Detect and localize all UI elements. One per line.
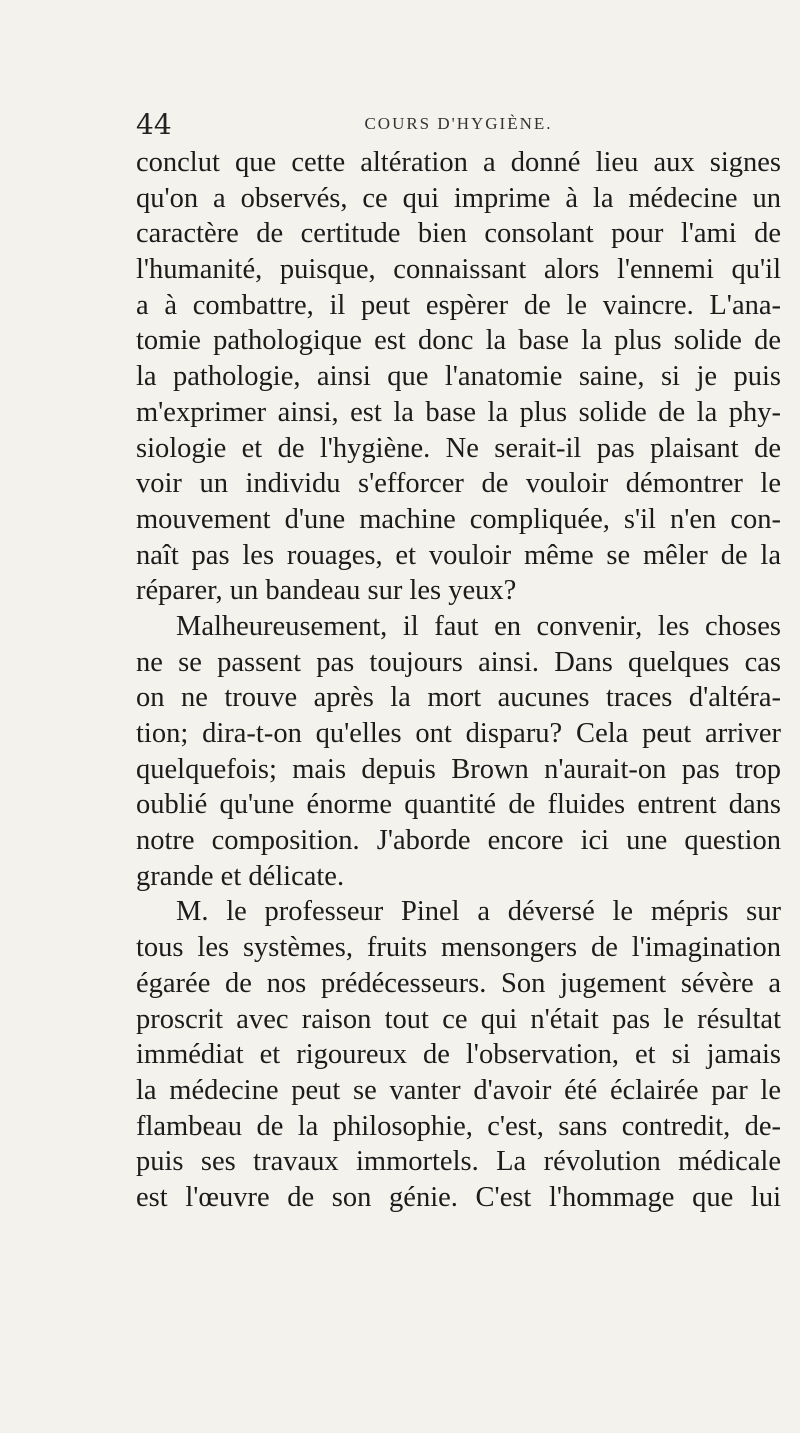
- text-line: l'humanité, puisque, connaissant alors l'ennemi qu'il: [136, 254, 781, 286]
- body-text: [136, 145, 781, 1216]
- text-line: voir un individu s'efforcer de vouloir démontrer le: [136, 468, 781, 500]
- running-title: COURS D'HYGIÈNE.: [364, 114, 553, 133]
- text-line: notre composition. J'aborde encore ici une question: [136, 825, 781, 857]
- text-line: M. le professeur Pinel a déversé le mépris sur: [176, 896, 781, 928]
- text-line: mouvement d'une machine compliquée, s'il n'en con-: [136, 503, 781, 535]
- page-number: 44: [136, 108, 172, 141]
- text-line: siologie et de l'hygiène. Ne serait-il pas plaisant de: [136, 432, 781, 464]
- text-line: ne se passent pas toujours ainsi. Dans quelques cas: [136, 646, 781, 678]
- text-line: Malheureusement, il faut en convenir, les choses: [176, 610, 781, 642]
- text-line: tous les systèmes, fruits mensongers de l'imagination: [136, 932, 781, 964]
- page-header: [136, 108, 781, 148]
- text-line: réparer, un bandeau sur les yeux?: [136, 575, 517, 607]
- text-line: puis ses travaux immortels. La révolution médicale: [136, 1146, 781, 1178]
- text-line: flambeau de la philosophie, c'est, sans contredit, de-: [136, 1110, 781, 1142]
- text-line: naît pas les rouages, et vouloir même se mêler de la: [136, 539, 781, 571]
- text-line: a à combattre, il peut espèrer de le vaincre. L'ana-: [136, 289, 781, 321]
- text-line: proscrit avec raison tout ce qui n'était pas le résultat: [136, 1003, 781, 1035]
- text-line: tion; dira-t-on qu'elles ont disparu? Cela peut arriver: [136, 718, 781, 749]
- text-line: immédiat et rigoureux de l'observation, et si jamais: [136, 1039, 781, 1071]
- text-line: la médecine peut se vanter d'avoir été éclairée par le: [136, 1074, 781, 1106]
- text-line: la pathologie, ainsi que l'anatomie saine, si je puis: [136, 361, 781, 393]
- text-line: est l'œuvre de son génie. C'est l'hommage que lui: [136, 1181, 781, 1213]
- text-line: quelquefois; mais depuis Brown n'aurait-on pas trop: [136, 753, 781, 785]
- text-line: m'exprimer ainsi, est la base la plus solide de la phy-: [136, 396, 781, 428]
- text-line: caractère de certitude bien consolant pour l'ami de: [136, 218, 781, 250]
- text-line: qu'on a observés, ce qui imprime à la médecine un: [136, 182, 781, 214]
- text-line: oublié qu'une énorme quantité de fluides entrent dans: [136, 789, 781, 821]
- text-line: égarée de nos prédécesseurs. Son jugement sévère a: [136, 967, 781, 999]
- text-line: tomie pathologique est donc la base la plus solide de: [136, 325, 781, 357]
- text-line: conclut que cette altération a donné lieu aux signes: [136, 147, 781, 178]
- text-line: on ne trouve après la mort aucunes traces d'altéra-: [136, 682, 781, 714]
- text-line: grande et délicate.: [136, 860, 345, 892]
